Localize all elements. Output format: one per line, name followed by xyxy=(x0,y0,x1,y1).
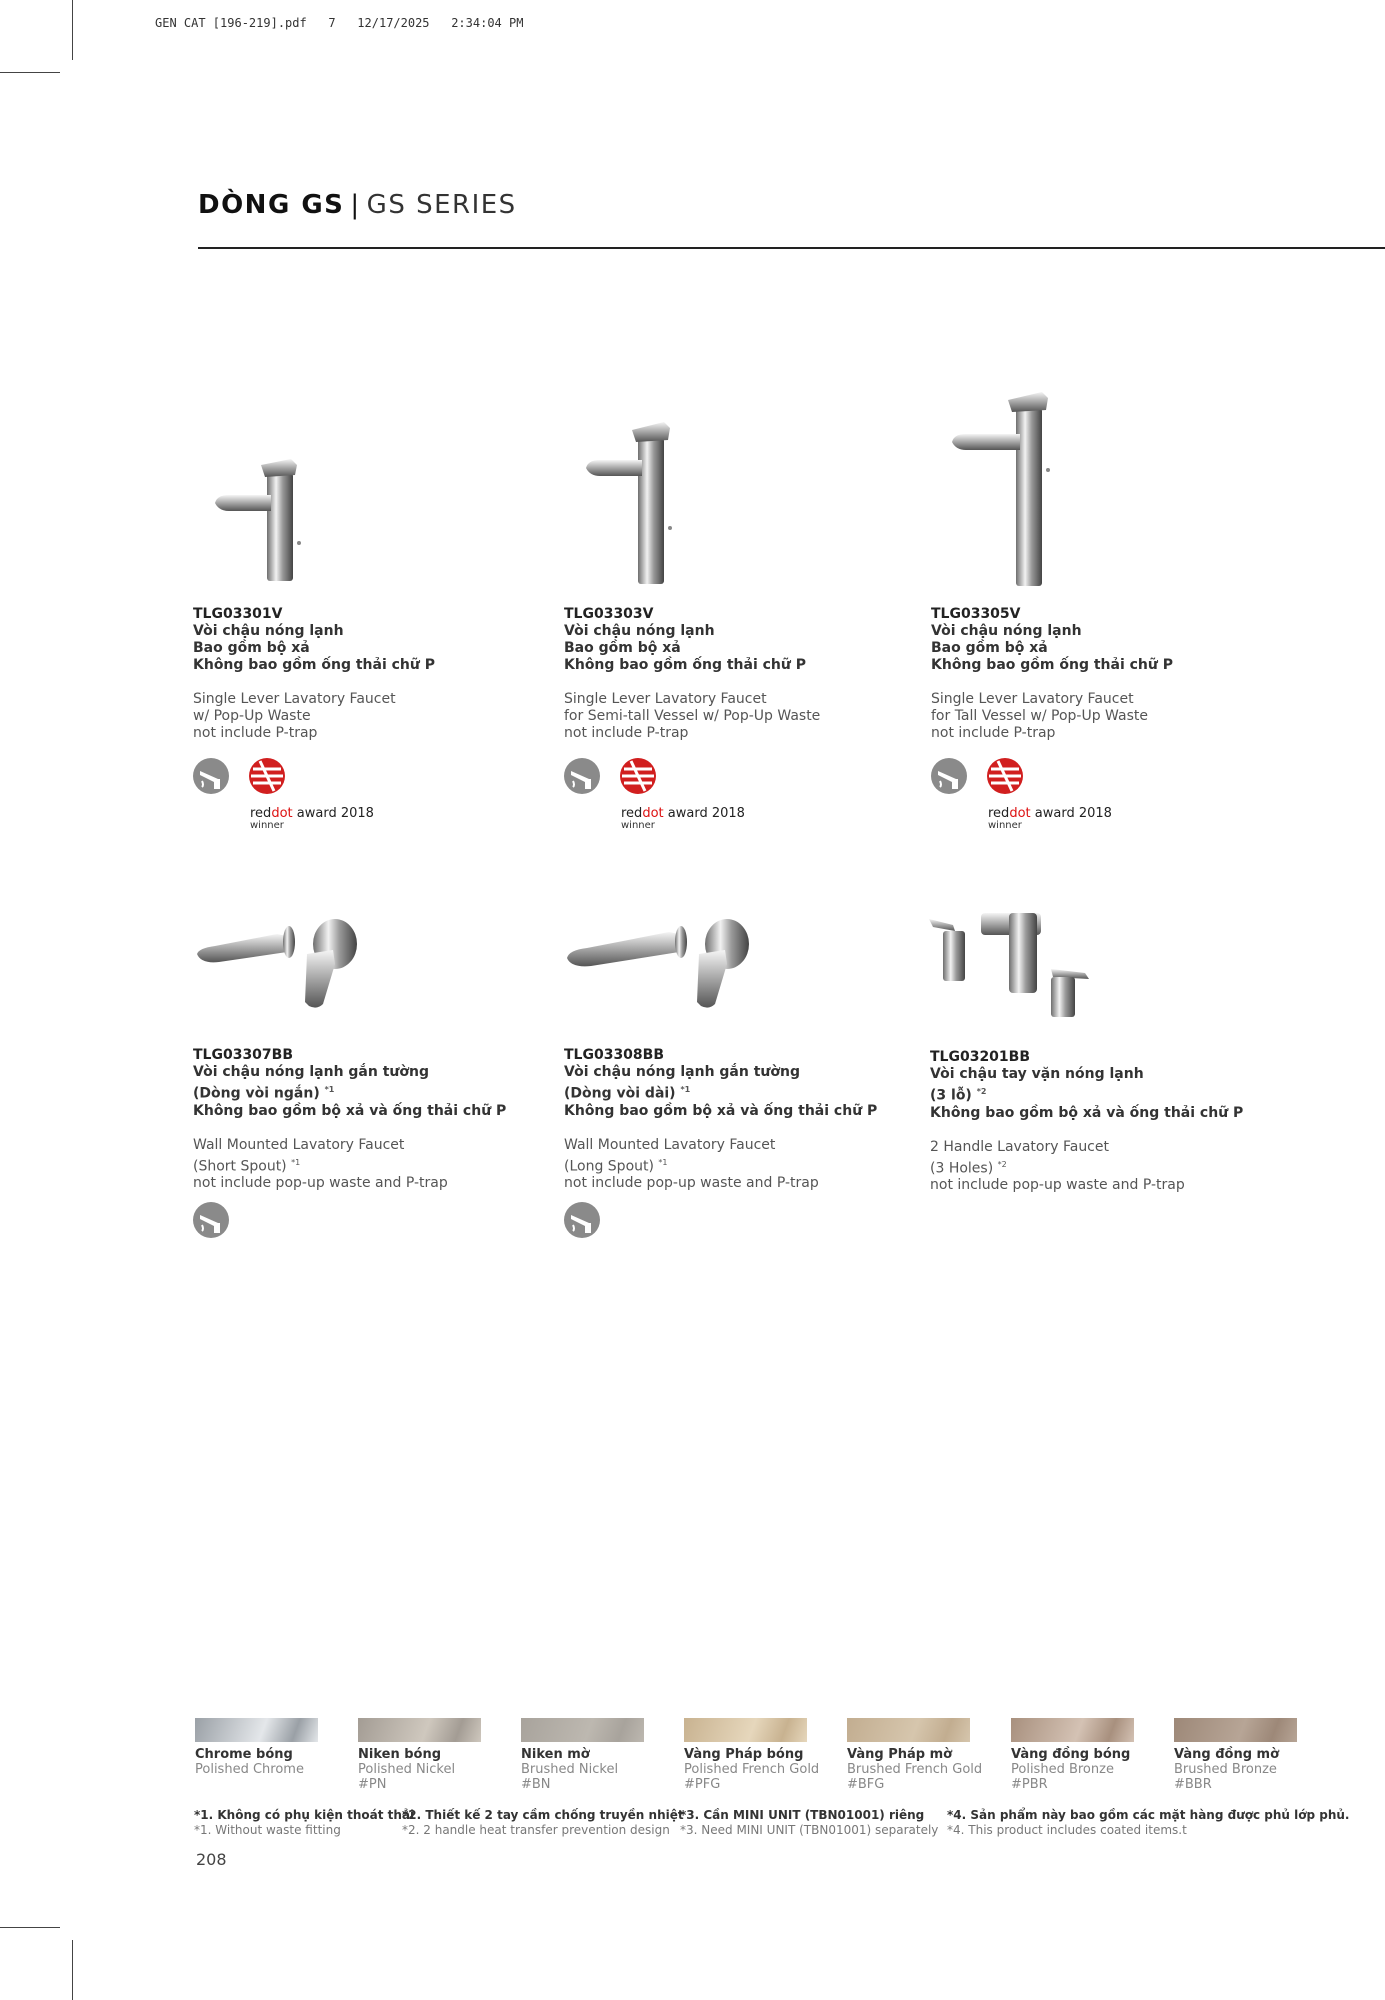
product-tlg03201bb xyxy=(930,1049,1280,1194)
reddot-award-year: award 2018 xyxy=(1030,806,1112,821)
product-name-en-line3: not include pop-up waste and P-trap xyxy=(564,1175,819,1192)
product-name-vn-line3: Không bao gồm ống thải chữ P xyxy=(931,657,1173,673)
reddot-label xyxy=(988,807,1112,832)
finish-code: #BN xyxy=(521,1777,551,1792)
footnote-vn: *1. Không có phụ kiện thoát thải xyxy=(194,1808,415,1822)
footnote-en: *3. Need MINI UNIT (TBN01001) separately xyxy=(680,1823,939,1837)
product-name-en-line3: not include pop-up waste and P-trap xyxy=(193,1175,448,1192)
finish-name-en: Brushed Nickel xyxy=(521,1762,619,1777)
product-name-vn-line2: Bao gồm bộ xả xyxy=(193,640,310,656)
product-name-en-line3: not include pop-up waste and P-trap xyxy=(930,1177,1185,1194)
water-saving-icon xyxy=(930,757,968,795)
product-name-en-line2: (3 Holes) xyxy=(930,1160,994,1177)
product-code: TLG03305V xyxy=(931,606,1021,622)
print-slug: GEN CAT [196-219].pdf 7 12/17/2025 2:34:04 PM xyxy=(155,16,524,30)
product-name-en-line2: w/ Pop-Up Waste xyxy=(193,708,311,724)
badges-tlg03303v xyxy=(563,757,783,837)
product-name-vn-line2: (Dòng vòi ngắn) xyxy=(193,1085,320,1102)
reddot-icon xyxy=(248,757,286,795)
finish-code: #PBR xyxy=(1011,1777,1048,1792)
water-saving-icon xyxy=(192,1201,230,1239)
product-name-vn-line2: (3 lỗ) xyxy=(930,1087,972,1104)
footnote-4 xyxy=(947,1808,1349,1838)
faucet-image-tlg03301v xyxy=(205,455,325,585)
product-code: TLG03201BB xyxy=(930,1049,1031,1065)
finish-swatch xyxy=(358,1718,481,1742)
title-separator: | xyxy=(350,190,361,220)
product-name-en-line1: Single Lever Lavatory Faucet xyxy=(564,691,767,707)
footnote-1 xyxy=(194,1808,414,1838)
finish-pbr xyxy=(1011,1718,1161,1792)
finish-name-en: Brushed French Gold xyxy=(847,1762,983,1777)
reddot-label xyxy=(621,807,745,832)
reddot-winner: winner xyxy=(621,820,655,831)
finish-code: #BBR xyxy=(1174,1777,1212,1792)
finish-name-en: Brushed Bronze xyxy=(1174,1762,1277,1777)
finish-swatch xyxy=(684,1718,807,1742)
finish-name-vn: Chrome bóng xyxy=(195,1747,293,1762)
footnote-ref: *1 xyxy=(658,1157,668,1167)
product-name-vn-line1: Vòi chậu nóng lạnh gắn tường xyxy=(193,1064,429,1080)
finish-swatch xyxy=(521,1718,644,1742)
reddot-winner: winner xyxy=(988,820,1022,831)
finish-name-vn: Vàng Pháp mờ xyxy=(847,1747,953,1762)
finish-swatch xyxy=(1174,1718,1297,1742)
product-name-en-line2: for Tall Vessel w/ Pop-Up Waste xyxy=(931,708,1148,724)
product-name-en-line1: Wall Mounted Lavatory Faucet xyxy=(564,1136,776,1153)
product-name-vn-line2: (Dòng vòi dài) xyxy=(564,1085,676,1102)
product-tlg03301v xyxy=(193,606,533,742)
product-name-vn-line2: Bao gồm bộ xả xyxy=(564,640,681,656)
finish-name-en: Polished Bronze xyxy=(1011,1762,1114,1777)
finish-swatch xyxy=(847,1718,970,1742)
footnote-ref: *2 xyxy=(976,1087,987,1096)
reddot-label xyxy=(250,807,374,832)
faucet-image-tlg03201bb xyxy=(925,905,1110,1020)
faucet-image-tlg03308bb xyxy=(565,908,755,1013)
footnote-vn: *2. Thiết kế 2 tay cầm chống truyền nhiệt xyxy=(402,1808,684,1822)
reddot-winner: winner xyxy=(250,820,284,831)
reddot-award-year: award 2018 xyxy=(663,806,745,821)
footnote-ref: *1 xyxy=(324,1085,335,1094)
finish-name-vn: Vàng Pháp bóng xyxy=(684,1747,804,1762)
badges-tlg03305v xyxy=(930,757,1150,837)
finish-name-en: Polished Chrome xyxy=(195,1762,304,1777)
footnote-en: *4. This product includes coated items.t xyxy=(947,1823,1187,1837)
product-name-en-line2: for Semi-tall Vessel w/ Pop-Up Waste xyxy=(564,708,821,724)
faucet-image-tlg03307bb xyxy=(195,908,365,1013)
product-name-en-line1: Single Lever Lavatory Faucet xyxy=(931,691,1134,707)
finish-name-vn: Niken bóng xyxy=(358,1747,442,1762)
finish-bfg xyxy=(847,1718,997,1792)
footnote-vn: *3. Cần MINI UNIT (TBN01001) riêng xyxy=(680,1808,925,1822)
product-tlg03307bb xyxy=(193,1047,543,1192)
water-saving-icon xyxy=(192,757,230,795)
finish-name-vn: Vàng đồng mờ xyxy=(1174,1747,1280,1762)
footnote-3 xyxy=(680,1808,938,1838)
water-saving-icon xyxy=(563,1201,601,1239)
product-name-vn-line1: Vòi chậu nóng lạnh xyxy=(931,623,1082,639)
reddot-red-word: red xyxy=(250,806,272,821)
footnote-ref: *1 xyxy=(291,1157,301,1167)
faucet-image-tlg03305v xyxy=(948,390,1078,590)
footnote-vn: *4. Sản phẩm này bao gồm các mặt hàng được phủ lớp phủ. xyxy=(947,1808,1350,1822)
finish-name-vn: Vàng đồng bóng xyxy=(1011,1747,1131,1762)
product-name-en-line3: not include P-trap xyxy=(931,725,1056,741)
finish-swatch xyxy=(195,1718,318,1742)
product-name-vn-line1: Vòi chậu nóng lạnh xyxy=(193,623,344,639)
product-name-vn-line3: Không bao gồm bộ xả và ống thải chữ P xyxy=(193,1102,507,1119)
reddot-dot-word: dot xyxy=(642,806,664,821)
product-name-vn-line3: Không bao gồm ống thải chữ P xyxy=(564,657,806,673)
title-rule xyxy=(198,247,1385,249)
footnote-2 xyxy=(402,1808,684,1838)
finish-name-en: Polished Nickel xyxy=(358,1762,456,1777)
reddot-icon xyxy=(986,757,1024,795)
product-code: TLG03301V xyxy=(193,606,283,622)
finish-code: #PN xyxy=(358,1777,387,1792)
finish-chrome xyxy=(195,1718,345,1777)
product-name-vn-line3: Không bao gồm bộ xả và ống thải chữ P xyxy=(564,1102,878,1119)
product-tlg03303v xyxy=(564,606,904,742)
product-name-en-line3: not include P-trap xyxy=(193,725,318,741)
finish-bbr xyxy=(1174,1718,1324,1792)
product-name-vn-line1: Vòi chậu tay vặn nóng lạnh xyxy=(930,1066,1144,1082)
footnote-en: *1. Without waste fitting xyxy=(194,1823,341,1837)
finish-code: #BFG xyxy=(847,1777,885,1792)
product-name-en-line3: not include P-trap xyxy=(564,725,689,741)
finish-pfg xyxy=(684,1718,834,1792)
reddot-award-year: award 2018 xyxy=(292,806,374,821)
product-name-en-line2: (Long Spout) xyxy=(564,1158,654,1175)
reddot-dot-word: dot xyxy=(1009,806,1031,821)
finish-swatch xyxy=(1011,1718,1134,1742)
title-english: GS SERIES xyxy=(366,190,517,220)
reddot-icon xyxy=(619,757,657,795)
water-saving-icon xyxy=(563,757,601,795)
product-name-en-line1: Single Lever Lavatory Faucet xyxy=(193,691,396,707)
reddot-red-word: red xyxy=(621,806,643,821)
product-name-vn-line3: Không bao gồm ống thải chữ P xyxy=(193,657,435,673)
finish-name-en: Polished French Gold xyxy=(684,1762,820,1777)
footnote-en: *2. 2 handle heat transfer prevention design xyxy=(402,1823,670,1837)
product-name-en-line1: Wall Mounted Lavatory Faucet xyxy=(193,1136,405,1153)
badges-tlg03301v xyxy=(192,757,412,837)
faucet-image-tlg03303v xyxy=(580,418,700,588)
title-vietnamese: DÒNG GS xyxy=(198,190,345,220)
crop-mark-bottom-horizontal xyxy=(0,1927,60,1928)
finish-name-vn: Niken mờ xyxy=(521,1747,590,1762)
crop-mark-top-horizontal xyxy=(0,72,60,73)
product-name-vn-line1: Vòi chậu nóng lạnh xyxy=(564,623,715,639)
product-name-en-line1: 2 Handle Lavatory Faucet xyxy=(930,1138,1109,1155)
reddot-red-word: red xyxy=(988,806,1010,821)
product-name-vn-line1: Vòi chậu nóng lạnh gắn tường xyxy=(564,1064,800,1080)
product-tlg03305v xyxy=(931,606,1271,742)
finish-code: #PFG xyxy=(684,1777,721,1792)
page-title xyxy=(198,190,517,220)
crop-mark-bottom-vertical xyxy=(72,1940,73,2000)
reddot-dot-word: dot xyxy=(271,806,293,821)
product-code: TLG03308BB xyxy=(564,1047,665,1063)
product-name-vn-line2: Bao gồm bộ xả xyxy=(931,640,1048,656)
footnote-ref: *2 xyxy=(997,1159,1007,1169)
product-name-en-line2: (Short Spout) xyxy=(193,1158,287,1175)
product-name-vn-line3: Không bao gồm bộ xả và ống thải chữ P xyxy=(930,1104,1244,1121)
crop-mark-top-vertical xyxy=(72,0,73,60)
product-code: TLG03303V xyxy=(564,606,654,622)
finish-bn xyxy=(521,1718,671,1792)
finish-pn xyxy=(358,1718,508,1792)
footnote-ref: *1 xyxy=(680,1085,691,1094)
product-tlg03308bb xyxy=(564,1047,914,1192)
page-number: 208 xyxy=(196,1850,227,1869)
product-code: TLG03307BB xyxy=(193,1047,294,1063)
